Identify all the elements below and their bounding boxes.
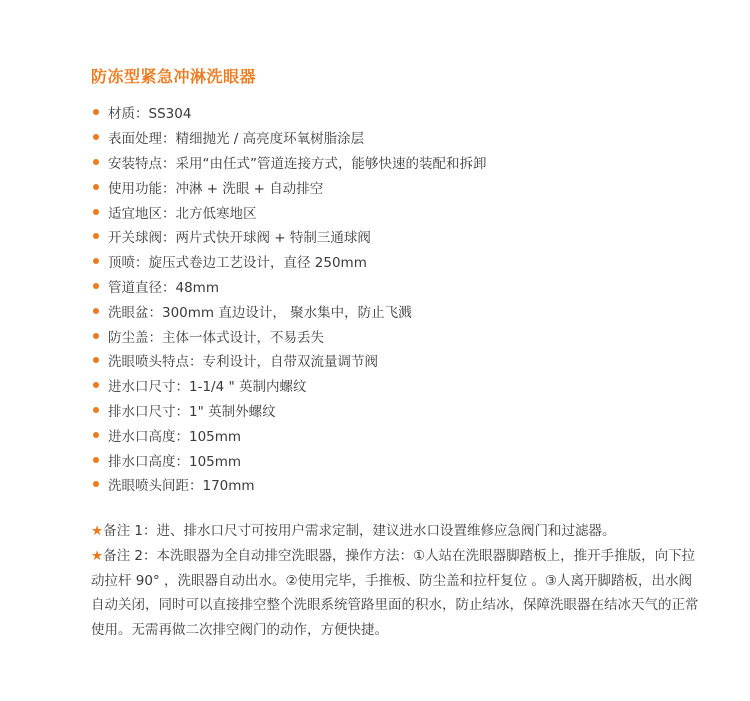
note-1: [91, 519, 703, 544]
bullet-dot-icon: [93, 457, 99, 463]
spec-item: [93, 472, 487, 497]
spec-text: 进水口尺寸：1-1/4 " 英制内螺纹: [108, 379, 307, 396]
spec-item: [93, 249, 487, 274]
star-icon: ★: [91, 523, 104, 539]
spec-text: 洗眼喷头间距：170mm: [108, 478, 255, 495]
bullet-dot-icon: [93, 134, 99, 140]
spec-item: [93, 323, 487, 348]
bullet-dot-icon: [93, 308, 99, 314]
spec-text: 防尘盖：主体一体式设计，不易丢失: [108, 329, 324, 346]
bullet-dot-icon: [93, 407, 99, 413]
spec-item: [93, 398, 487, 423]
spec-text: 排水口高度：105mm: [108, 453, 242, 470]
bullet-dot-icon: [93, 382, 99, 388]
note-1-text: 备注 1：进、排水口尺寸可按用户需求定制，建议进水口设置维修应急阀门和过滤器。: [103, 523, 616, 539]
bullet-dot-icon: [93, 184, 99, 190]
spec-item: [93, 447, 487, 472]
spec-item: [93, 199, 487, 224]
spec-text: 材质：SS304: [108, 106, 192, 123]
spec-item: [93, 274, 487, 299]
spec-text: 洗眼盆：300mm 直边设计， 聚水集中，防止飞溅: [108, 304, 412, 321]
spec-text: 进水口高度：105mm: [108, 428, 242, 445]
bullet-dot-icon: [93, 233, 99, 239]
spec-text: 洗眼喷头特点：专利设计，自带双流量调节阀: [108, 354, 378, 371]
star-icon: ★: [91, 547, 104, 564]
spec-item: [93, 224, 487, 249]
bullet-dot-icon: [93, 159, 99, 165]
bullet-dot-icon: [93, 258, 99, 264]
spec-text: 安装特点：采用“由任式”管道连接方式，能够快速的装配和拆卸: [108, 155, 487, 172]
spec-item: [93, 348, 487, 373]
spec-text: 顶喷：旋压式卷边工艺设计，直径 250mm: [108, 255, 367, 272]
spec-item: [93, 298, 487, 323]
spec-text: 使用功能：冲淋 + 洗眼 + 自动排空: [108, 180, 324, 197]
spec-text: 排水口尺寸：1" 英制外螺纹: [108, 403, 276, 420]
spec-text: 适宜地区：北方低寒地区: [108, 205, 257, 222]
spec-text: 表面处理：精细抛光 / 高亮度环氧树脂涂层: [108, 131, 365, 148]
spec-item: [93, 373, 487, 398]
bullet-dot-icon: [93, 357, 99, 363]
spec-text: 开关球阀：两片式快开球阀 + 特制三通球阀: [108, 230, 371, 247]
spec-item: [93, 125, 487, 150]
spec-item: [93, 174, 487, 199]
spec-list: [93, 100, 487, 497]
bullet-dot-icon: [93, 432, 99, 438]
bullet-dot-icon: [93, 109, 99, 115]
note-2-text: 备注 2：本洗眼器为全自动排空洗眼器，操作方法：①人站在洗眼器脚踏板上，推开手推版，向下拉动拉杆 90° ，洗眼器自动出水。②使用完毕，手推板、防尘盖和拉杆复位 。③人离开脚踏板，出水阀自动关闭，同时可以直接排空整个洗眼系统管路里面的积水，防止结冰，保障洗眼器在结冰天气的正常使用。无需再做二次排空阀门的动作，方便快捷。: [91, 547, 699, 639]
bullet-dot-icon: [93, 283, 99, 289]
note-2: [91, 544, 703, 643]
spec-item: [93, 100, 487, 125]
notes-section: [91, 519, 703, 643]
bullet-dot-icon: [93, 333, 99, 339]
bullet-dot-icon: [93, 481, 99, 487]
spec-item: [93, 150, 487, 175]
page-title: 防冻型紧急冲淋洗眼器: [91, 67, 257, 86]
spec-item: [93, 422, 487, 447]
spec-text: 管道直径：48mm: [108, 279, 219, 296]
bullet-dot-icon: [93, 209, 99, 215]
